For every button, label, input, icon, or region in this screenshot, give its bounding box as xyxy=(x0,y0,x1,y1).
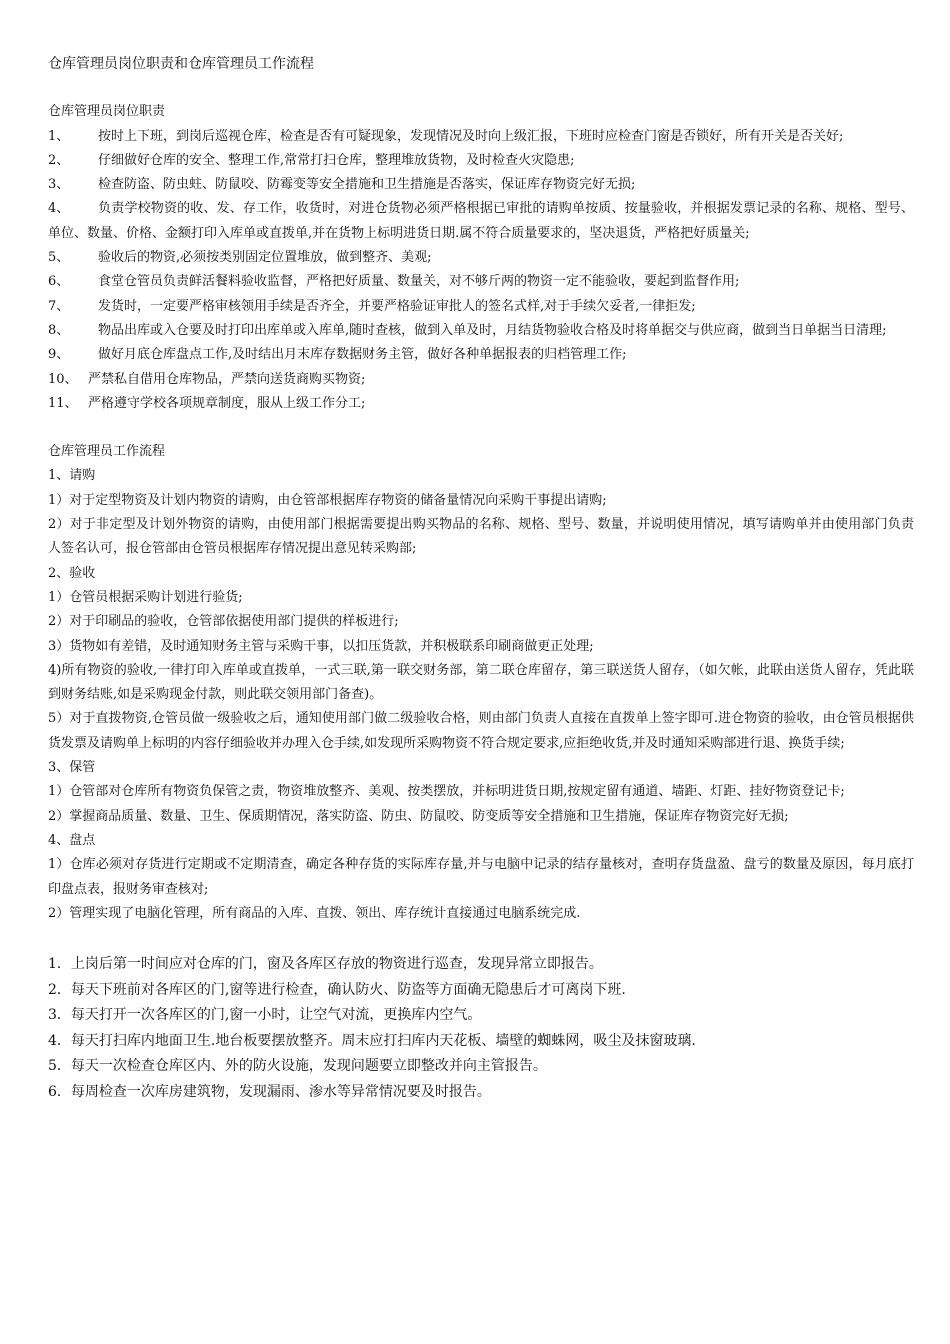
workflow-line: 4)所有物资的验收,一律打印入库单或直拨单，一式三联,第一联交财务部，第二联仓库留存，第三联送货人留存，（如欠帐，此联由送货人留存，凭此联到财务结账,如是采购现金付款，则此联交领用部门备查)。 xyxy=(48,662,914,703)
duty-text: 验收后的物资,必须按类别固定位置堆放，做到整齐、美观; xyxy=(98,250,432,266)
checklist xyxy=(48,952,914,1106)
workflow-section-heading: 1、请购 xyxy=(48,468,96,484)
duty-number: 7、 xyxy=(48,298,70,314)
duty-text: 食堂仓管员负责鲜活餐料验收监督，严格把好质量、数量关，对不够斤两的物资一定不能验收，要起到监督作用; xyxy=(98,274,740,290)
duty-text: 发货时，一定要严格审核领用手续是否齐全，并要严格验证审批人的签名式样,对于手续欠妥者,一律拒发; xyxy=(98,298,696,314)
duty-text: 物品出库或入仓要及时打印出库单或入库单,随时查核，做到入单及时，月结货物验收合格及时将单据交与供应商，做到当日单据当日清理; xyxy=(98,322,887,338)
duties-heading: 仓库管理员岗位职责 xyxy=(48,104,166,120)
checklist-item: 4．每天打扫库内地面卫生.地台板要摆放整齐。周末应打扫库内天花板、墙壁的蜘蛛网，吸尘及抹窗玻璃. xyxy=(48,1032,696,1049)
duty-text: 按时上下班，到岗后巡视仓库，检查是否有可疑现象，发现情况及时向上级汇报，下班时应检查门窗是否锁好，所有开关是否关好; xyxy=(98,128,844,144)
duty-number: 8、 xyxy=(48,322,70,338)
workflow-line: 5）对于直拨物资,仓管员做一级验收之后，通知使用部门做二级验收合格，则由部门负责人直接在直拨单上签字即可.进仓物资的验收，由仓管员根据供货发票及请购单上标明的内容仔细验收并办理入仓手续,如发现所采购物资不符合规定要求,应拒绝收货,并及时通知采购部进行退、换货手续; xyxy=(48,711,914,751)
duty-number: 9、 xyxy=(48,347,70,363)
duty-item xyxy=(48,149,914,173)
duty-item xyxy=(48,173,914,197)
duty-number: 3、 xyxy=(48,177,70,193)
duty-number: 11、 xyxy=(48,395,78,411)
workflow-line: 1）对于定型物资及计划内物资的请购，由仓管部根据库存物资的储备量情况向采购干事提出请购; xyxy=(48,492,607,508)
duty-number: 2、 xyxy=(48,152,70,168)
duty-text: 检查防盗、防虫蛀、防鼠咬、防霉变等安全措施和卫生措施是否落实，保证库存物资完好无损; xyxy=(98,177,636,193)
duty-text: 严禁私自借用仓库物品，严禁向送货商购买物资; xyxy=(88,371,366,387)
workflow-section-heading: 3、保管 xyxy=(48,760,96,776)
duty-item xyxy=(48,197,914,246)
duty-item xyxy=(48,270,914,294)
spacer xyxy=(48,926,914,952)
checklist-item: 1．上岗后第一时间应对仓库的门，窗及各库区存放的物资进行巡查，发现异常立即报告。 xyxy=(48,956,603,973)
duty-number: 10、 xyxy=(48,371,78,387)
checklist-item: 2．每天下班前对各库区的门,窗等进行检查，确认防火、防盗等方面确无隐患后才可离岗下班. xyxy=(48,981,626,998)
duty-item xyxy=(48,125,914,149)
workflow-list xyxy=(48,464,914,926)
duties-list xyxy=(48,125,914,417)
duty-item xyxy=(48,319,914,343)
duty-number: 4、 xyxy=(48,201,70,217)
spacer xyxy=(48,76,914,100)
workflow-line: 2）掌握商品质量、数量、卫生、保质期情况，落实防盗、防虫、防鼠咬、防变质等安全措施和卫生措施，保证库存物资完好无损; xyxy=(48,808,789,824)
document-body xyxy=(48,52,914,1106)
duty-item xyxy=(48,392,914,416)
workflow-section-heading: 2、验收 xyxy=(48,565,96,581)
workflow-line: 2）对于非定型及计划外物资的请购，由使用部门根据需要提出购买物品的名称、规格、型号、数量，并说明使用情况，填写请购单并由使用部门负责人签名认可，报仓管部由仓管员根据库存情况提出意见转采购部; xyxy=(48,517,914,557)
document-title: 仓库管理员岗位职责和仓库管理员工作流程 xyxy=(48,56,314,72)
workflow-line: 2）对于印刷品的验收，仓管部依据使用部门提供的样板进行; xyxy=(48,614,399,630)
duty-item xyxy=(48,295,914,319)
duty-text: 负责学校物资的收、发、存工作，收货时，对进仓货物必须严格根据已审批的请购单按质、按量验收，并根据发票记录的名称、规格、型号、单位、数量、价格、金额打印入库单或直拨单,并在货物上标明进货日期.属不符合质量要求的，坚决退货，严格把好质量关; xyxy=(48,201,914,241)
duty-text: 做好月底仓库盘点工作,及时结出月末库存数据财务主管，做好各种单据报表的归档管理工作; xyxy=(98,347,627,363)
duty-text: 严格遵守学校各项规章制度，服从上级工作分工; xyxy=(88,395,366,411)
workflow-line: 1）仓管员根据采购计划进行验货; xyxy=(48,589,243,605)
checklist-item: 6．每周检查一次库房建筑物，发现漏雨、渗水等异常情况要及时报告。 xyxy=(48,1084,491,1101)
spacer xyxy=(48,416,914,440)
duty-item xyxy=(48,343,914,367)
duty-number: 1、 xyxy=(48,128,70,144)
duty-text: 仔细做好仓库的安全、整理工作,常常打扫仓库，整理堆放货物，及时检查火灾隐患; xyxy=(98,152,575,168)
workflow-line: 1）仓管部对仓库所有物资负保管之责，物资堆放整齐、美观、按类摆放，并标明进货日期,按规定留有通道、墙距、灯距、挂好物资登记卡; xyxy=(48,784,845,800)
duty-item xyxy=(48,368,914,392)
duty-number: 6、 xyxy=(48,274,70,290)
checklist-item: 3．每天打开一次各库区的门,窗一小时，让空气对流，更换库内空气。 xyxy=(48,1007,482,1024)
duty-number: 5、 xyxy=(48,250,70,266)
workflow-heading: 仓库管理员工作流程 xyxy=(48,444,166,460)
workflow-line: 3）货物如有差错，及时通知财务主管与采购干事，以扣压货款，并积极联系印刷商做更正处理; xyxy=(48,638,594,654)
workflow-line: 2）管理实现了电脑化管理，所有商品的入库、直拨、领出、库存统计直接通过电脑系统完成. xyxy=(48,905,581,921)
duty-item xyxy=(48,246,914,270)
workflow-line: 1）仓库必须对存货进行定期或不定期清查，确定各种存货的实际库存量,并与电脑中记录的结存量核对，查明存货盘盈、盘亏的数量及原因，每月底打印盘点表，报财务审查核对; xyxy=(48,857,914,897)
checklist-item: 5．每天一次检查仓库区内、外的防火设施，发现问题要立即整改并向主管报告。 xyxy=(48,1058,547,1075)
workflow-section-heading: 4、盘点 xyxy=(48,832,96,848)
